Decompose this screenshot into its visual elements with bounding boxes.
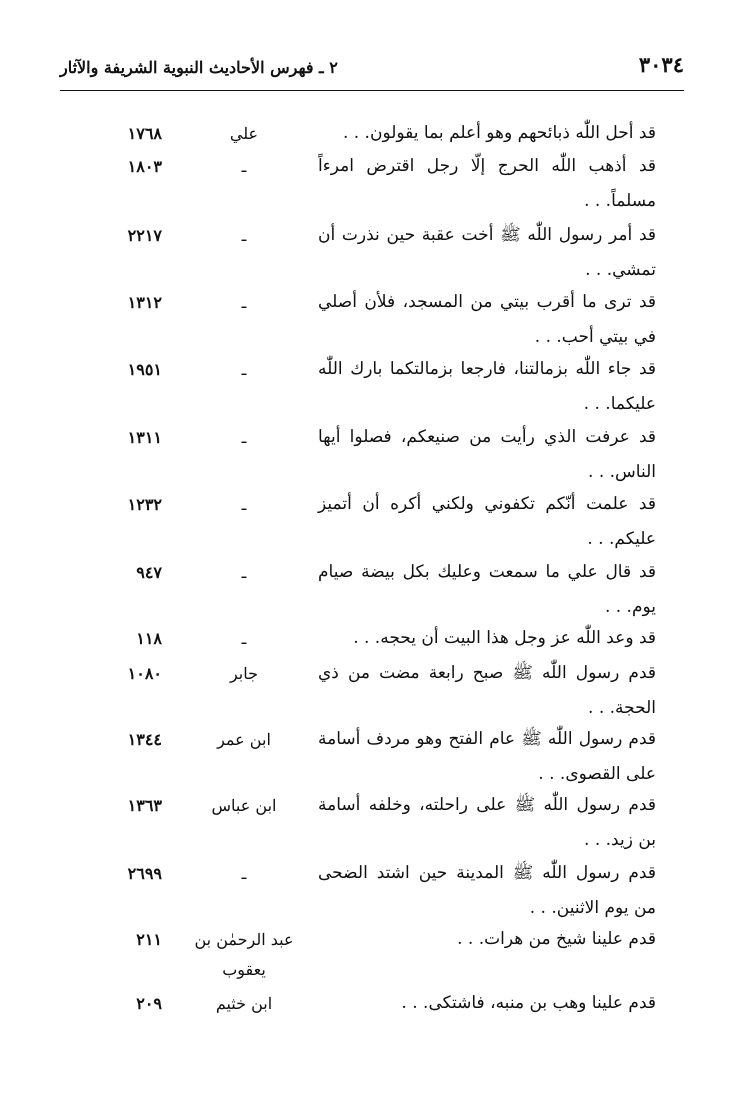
hadith-text: قدم رسول اللّٰه ﷺ المدينة حين اشتد الضحى من يوم الاثنين. . . (318, 863, 656, 918)
narrator: ابن خثيم (215, 994, 273, 1013)
hadith-number: ٢٠٩ (136, 994, 162, 1013)
hadith-text: قد عرفت الذي رأيت من صنيعكم، فصلوا أيها الناس. . . (318, 427, 656, 482)
page-number: ٣٠٣٤ (638, 52, 684, 77)
narrator: ـ (241, 563, 247, 582)
hadith-number: ١٨٠٣ (127, 157, 162, 176)
narrator: علي (229, 124, 259, 143)
narrator: ـ (241, 360, 247, 379)
hadith-number: ٢١١ (136, 930, 162, 949)
hadith-text: قد علمت أنّكم تكفوني ولكني أكره أن أتميز عليكم. . . (318, 494, 656, 549)
narrator: ـ (241, 864, 247, 883)
hadith-number: ٩٤٧ (136, 563, 162, 582)
hadith-text: قدم علينا شيخ من هرات. . . (457, 929, 656, 949)
hadith-text: قدم علينا وهب بن منبه، فاشتكى. . . (401, 993, 656, 1013)
hadith-number: ١٣١٢ (127, 293, 162, 312)
hadith-number: ١١٨ (136, 629, 162, 648)
narrator: ابن عباس (211, 796, 277, 815)
hadith-text: قد قال علي ما سمعت وعليك بكل بيضة صيام يوم. . . (318, 562, 656, 617)
narrator: ـ (241, 226, 247, 245)
hadith-number: ٢٦٩٩ (127, 864, 162, 883)
narrator: عبد الرحمٰن بن يعقوب (194, 930, 294, 979)
hadith-text: قد جاء اللّٰه بزمالتنا، فارجعا بزمالتكما بارك اللّٰه عليكما. . . (318, 359, 656, 414)
hadith-number: ١٧٦٨ (127, 124, 162, 143)
hadith-number: ١٠٨٠ (127, 664, 162, 683)
hadith-text: قد ترى ما أقرب بيتي من المسجد، فلأن أصلي في بيتي أحب. . . (318, 292, 656, 347)
hadith-text: قد وعد اللّٰه عز وجل هذا البيت أن يحجه. . . (353, 628, 656, 648)
hadith-text: قد أذهب اللّٰه الحرج إلّا رجل اقترض امرءاً مسلماً. . . (318, 156, 656, 211)
hadith-number: ١٣٤٤ (127, 730, 162, 749)
hadith-text: قدم رسول اللّٰه ﷺ صبح رابعة مضت من ذي الحجة. . . (318, 663, 656, 718)
hadith-number: ١٩٥١ (127, 360, 162, 379)
narrator: جابر (229, 664, 259, 683)
hadith-number: ٢٢١٧ (127, 226, 162, 245)
hadith-number: ١٣١١ (127, 428, 162, 447)
narrator: ـ (241, 293, 247, 312)
hadith-number: ١٢٣٢ (127, 495, 162, 514)
narrator: ابن عمر (217, 730, 271, 749)
narrator: ـ (241, 157, 247, 176)
hadith-number: ١٣٦٣ (127, 796, 162, 815)
narrator: ـ (241, 629, 247, 648)
running-title: ٢ ـ فهرس الأحاديث النبوية الشريفة والآثار (60, 58, 338, 77)
hadith-text: قد أمر رسول اللّٰه ﷺ أخت عقبة حين نذرت أن تمشي. . . (318, 225, 656, 280)
narrator: ـ (241, 428, 247, 447)
hadith-text: قدم رسول اللّٰه ﷺ على راحلته، وخلفه أسامة بن زيد. . . (318, 795, 656, 850)
hadith-text: قدم رسول اللّٰه ﷺ عام الفتح وهو مردف أسامة على القصوى. . . (318, 729, 656, 784)
narrator: ـ (241, 495, 247, 514)
hadith-text: قد أحل اللّٰه ذبائحهم وهو أعلم بما يقولون. . . (342, 123, 656, 143)
